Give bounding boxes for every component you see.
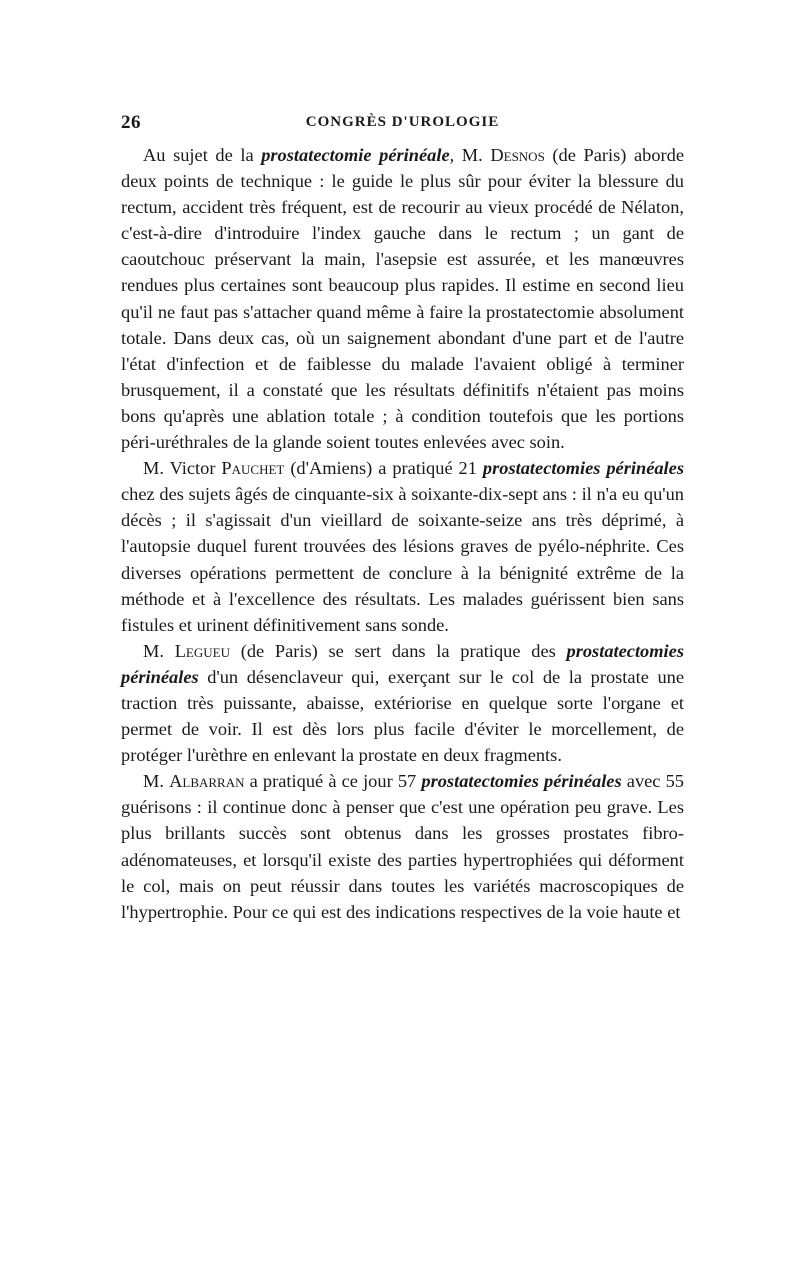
author-name: Desnos xyxy=(490,145,545,165)
text-run: (d'Amiens) a pratiqué 21 xyxy=(284,458,483,479)
paragraph-pauchet xyxy=(121,455,684,638)
text-run: avec 55 guérisons : il continue donc à penser que c'est une opération peu grave. Les plus brillants succès sont obtenus dans les grosses prostates fibro-adénomateuses, et lorsqu'il existe des parties hypertrophiées qui déforment le col, mais on peut réussir dans toutes les variétés macroscopiques de l'hypertrophie. Pour ce qui est des indications respectives de la voie haute et xyxy=(121,771,684,922)
running-title: CONGRÈS D'UROLOGIE xyxy=(305,114,500,130)
page xyxy=(121,112,684,925)
text-run: , M. xyxy=(449,145,491,165)
running-head xyxy=(121,112,684,142)
author-name: Pauchet xyxy=(221,458,285,479)
text-run: a pratiqué à ce jour 57 xyxy=(244,771,422,792)
paragraph-legueu xyxy=(121,638,684,768)
italic-term: prostatectomies périnéales xyxy=(421,771,622,792)
author-name: Albarran xyxy=(169,771,245,792)
author-name: Legueu xyxy=(174,640,230,661)
text-run: (de Paris) aborde deux points de technique : le guide le plus sûr pour éviter la blessure du rectum, accident très fréquent, est de recourir au vieux procédé de Nélaton, c'est-à-dire d'introduire l'index gauche dans le rectum ; un gant de caoutchouc préservant la main, l'asepsie est assurée, et les manœuvres rendues plus certaines sont beaucoup plus rapides. Il estime en second lieu qu'il ne faut pas s'attacher quand même à faire la prostatectomie absolument totale. Dans deux cas, où un saignement abondant d'une part et de l'autre l'état d'infection et de faiblesse du malade l'avaient obligé à terminer brusquement, il a constaté que les résultats définitifs n'étaient pas moins bons qu'après une ablation totale ; à condition toutefois que les portions péri-uréthrales de la glande soient toutes enlevées avec soin. xyxy=(121,145,685,453)
paragraph-desnos xyxy=(121,142,684,455)
text-run: d'un désenclaveur qui, exerçant sur le col de la prostate une traction très puissante, abaisse, extériorise en quelque sorte l'organe et permet de voir. Il est dès lors plus facile d'éviter le morcellement, de protéger l'urèthre en enlevant la prostate en deux fragments. xyxy=(121,666,684,766)
text-run: (de Paris) se sert dans la pratique des xyxy=(229,640,567,661)
text-run: M. xyxy=(143,771,170,792)
italic-term: prostatectomies périnéales xyxy=(121,640,684,687)
text-run: Au sujet de la xyxy=(143,145,262,165)
text-run: M. Victor xyxy=(143,458,222,479)
italic-term: prostatectomie périnéale xyxy=(261,145,450,165)
page-number: 26 xyxy=(121,112,141,133)
text-run: chez des sujets âgés de cinquante-six à soixante-dix-sept ans : il n'a eu qu'un décès ; il s'agissait d'un vieillard de soixante-seize ans très déprimé, à l'autopsie duquel furent trouvées des lésions graves de pyélo-néphrite. Ces diverses opérations permettent de conclure à la bénignité extrême de la méthode et à l'excellence des résultats. Les malades guérissent bien sans fistules et urinent définitivement sans sonde. xyxy=(121,484,684,635)
text-run: M. xyxy=(143,640,175,661)
paragraph-albarran xyxy=(121,768,684,925)
italic-term: prostatectomies périnéales xyxy=(482,458,684,479)
